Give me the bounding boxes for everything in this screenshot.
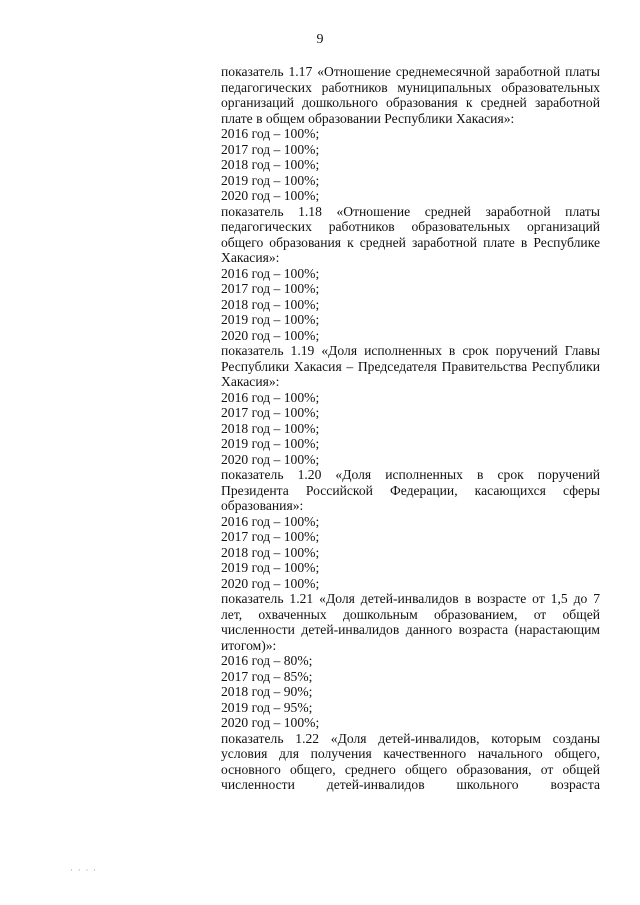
indicator-1-21 [221, 591, 600, 731]
indicator-year-value: 2017 год – 100%; [221, 529, 320, 544]
indicator-year-value: 2019 год – 100%; [221, 436, 320, 451]
scan-mark: · · · · [70, 866, 98, 876]
indicator-year-value: 2020 год – 100%; [221, 188, 320, 203]
indicator-year-value: 2018 год – 100%; [221, 544, 320, 560]
indicator-year-value: 2016 год – 100%; [221, 389, 320, 405]
indicator-year-value: 2020 год – 100%; [221, 451, 320, 467]
document-body [221, 64, 600, 793]
indicator-1-22 [221, 731, 600, 793]
indicator-year-value: 2017 год – 85%; [221, 668, 313, 684]
indicator-year-value: 2016 год – 100%; [221, 265, 320, 281]
indicator-year-value: 2018 год – 90%; [221, 684, 313, 699]
indicator-1-17 [221, 64, 600, 204]
indicator-year-value: 2017 год – 100%; [221, 141, 320, 157]
indicator-year-value: 2016 год – 100%; [221, 126, 320, 141]
indicator-year-value: 2019 год – 100%; [221, 172, 320, 188]
indicator-year-value: 2017 год – 100%; [221, 405, 320, 420]
indicator-year-value: 2016 год – 100%; [221, 513, 320, 529]
indicator-year-value: 2020 год – 100%; [221, 715, 320, 730]
indicator-year-value: 2017 год – 100%; [221, 281, 320, 296]
indicator-1-20 [221, 467, 600, 591]
indicator-text: показатель 1.20 «Доля исполненных в срок поручений Президента Российской Федерации, касающихся сферы образования»: [221, 467, 600, 513]
indicator-text: показатель 1.18 «Отношение средней заработной платы педагогических работников образовательных организаций общего образования к средней заработной плате в Республике Хакасия»: [221, 203, 600, 265]
indicator-text: показатель 1.21 «Доля детей-инвалидов в возрасте от 1,5 до 7 лет, охваченных дошкольным образованием, от общей численности детей-инвалидов данного возраста (нарастающим итогом)»: [221, 591, 600, 653]
indicator-year-value: 2016 год – 80%; [221, 653, 313, 668]
indicator-text: показатель 1.19 «Доля исполненных в срок поручений Главы Республики Хакасия – Председателя Правительства Республики Хакасия»: [221, 343, 600, 389]
indicator-text: показатель 1.17 «Отношение среднемесячной заработной платы педагогических работников муниципальных образовательных организаций дошкольного образования к средней заработной плате в общем образовании Республики Хакасия»: [221, 64, 600, 126]
indicator-year-value: 2019 год – 100%; [221, 312, 320, 327]
indicator-year-value: 2018 год – 100%; [221, 420, 320, 436]
indicator-year-value: 2018 год – 100%; [221, 296, 320, 312]
indicator-1-19 [221, 343, 600, 467]
indicator-1-18 [221, 204, 600, 344]
page-number: 9 [316, 32, 324, 47]
indicator-text: показатель 1.22 «Доля детей-инвалидов, которым созданы условия для получения качественного начального общего, основного общего, среднего общего образования, от общей численности детей-инвалидов школьного возраста [221, 730, 600, 792]
indicator-year-value: 2019 год – 95%; [221, 699, 313, 715]
indicator-year-value: 2020 год – 100%; [221, 327, 320, 343]
indicator-year-value: 2018 год – 100%; [221, 157, 320, 172]
indicator-year-value: 2020 год – 100%; [221, 575, 320, 591]
indicator-year-value: 2019 год – 100%; [221, 560, 320, 575]
